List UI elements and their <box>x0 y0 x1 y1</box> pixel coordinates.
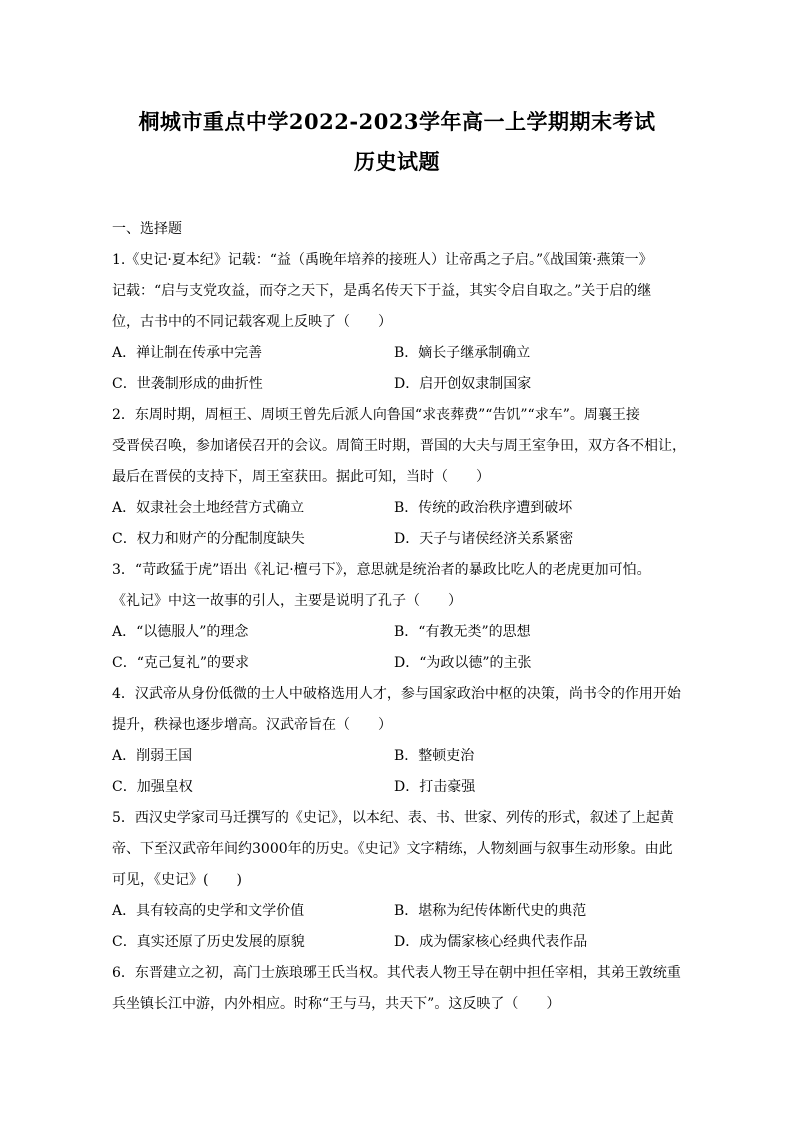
question-5-options-row-2 <box>112 927 688 958</box>
section-heading: 一、选择题 <box>112 221 182 237</box>
question-3-options-row-2 <box>112 648 688 679</box>
question-5-line-2: 帝、下至汉武帝年间约3000年的历史。《史记》文字精练，人物刻画与叙事生动形象。由此 <box>112 841 673 857</box>
option-b: B．堪称为纪传体断代史的典范 <box>394 903 587 919</box>
question-5-line-3: 可见，《史记》( ) <box>112 872 242 888</box>
option-b: B．整顿吏治 <box>394 748 475 764</box>
option-a: A．具有较高的史学和文学价值 <box>112 903 305 919</box>
option-c: C．权力和财产的分配制度缺失 <box>112 531 305 547</box>
question-5-line-1: 5．西汉史学家司马迁撰写的《史记》，以本纪、表、书、世家、列传的形式，叙述了上起黄 <box>112 810 674 826</box>
question-2-options-row-2 <box>112 524 688 555</box>
question-1-options-row-1 <box>112 338 688 369</box>
question-2-options-row-1 <box>112 493 688 524</box>
option-a: A．削弱王国 <box>112 748 193 764</box>
question-2-line-1: 2．东周时期，周桓王、周顷王曾先后派人向鲁国“求丧葬费”“告饥”“求车”。周襄王接 <box>112 407 640 423</box>
option-d: D．天子与诸侯经济关系紧密 <box>394 531 574 547</box>
question-6-line-2: 兵坐镇长江中游，内外相应。时称“王与马，共天下”。这反映了（ ） <box>112 996 561 1012</box>
question-3-line-1: 3．“苛政猛于虎”语出《礼记·檀弓下》，意思就是统治者的暴政比吃人的老虎更加可怕。 <box>112 562 651 578</box>
question-3-line-2: 《礼记》中这一故事的引人，主要是说明了孔子（ ） <box>112 593 462 609</box>
option-b: B．嫡长子继承制确立 <box>394 345 531 361</box>
question-2-line-3: 最后在晋侯的支持下，周王室获田。据此可知，当时（ ） <box>112 469 490 485</box>
question-list <box>112 214 688 1020</box>
question-1-options-row-2 <box>112 369 688 400</box>
option-a: A．“以德服人”的理念 <box>112 624 249 640</box>
question-1-line-1: 1.《史记·夏本纪》记载：“益（禹晚年培养的接班人）让帝禹之子启。”《战国策·燕策一》 <box>112 252 653 268</box>
option-c: C．“克己复礼”的要求 <box>112 655 250 671</box>
question-4-line-2: 提升，秩禄也逐步增高。汉武帝旨在（ ） <box>112 717 392 733</box>
exam-subtitle: 历史试题 <box>354 149 440 174</box>
question-4-options-row-2 <box>112 772 688 803</box>
option-a: A．奴隶社会土地经营方式确立 <box>112 500 305 516</box>
question-1-line-3: 位，古书中的不同记载客观上反映了（ ） <box>112 314 392 330</box>
question-4-options-row-1 <box>112 741 688 772</box>
option-c: C．真实还原了历史发展的原貌 <box>112 934 305 950</box>
option-d: D．打击豪强 <box>394 779 476 795</box>
option-b: B．“有教无类”的思想 <box>394 624 531 640</box>
option-d: D．“为政以德”的主张 <box>394 655 532 671</box>
question-2-line-2: 受晋侯召唤，参加诸侯召开的会议。周简王时期，晋国的大夫与周王室争田，双方各不相让， <box>112 438 686 454</box>
option-b: B．传统的政治秩序遭到破坏 <box>394 500 573 516</box>
question-5-options-row-1 <box>112 896 688 927</box>
option-c: C．加强皇权 <box>112 779 193 795</box>
option-d: D．成为儒家核心经典代表作品 <box>394 934 588 950</box>
option-a: A．禅让制在传承中完善 <box>112 345 263 361</box>
question-4-line-1: 4．汉武帝从身份低微的士人中破格选用人才，参与国家政治中枢的决策，尚书令的作用开始 <box>112 686 681 702</box>
option-d: D．启开创奴隶制国家 <box>394 376 532 392</box>
question-6-line-1: 6．东晋建立之初，高门士族琅琊王氏当权。其代表人物王导在朝中担任宰相，其弟王敦统重 <box>112 965 681 981</box>
option-c: C．世袭制形成的曲折性 <box>112 376 263 392</box>
exam-title: 桐城市重点中学2022-2023学年高一上学期期末考试 <box>138 109 656 134</box>
question-1-line-2: 记载：“启与支党攻益，而夺之天下，是禹名传天下于益，其实令启自取之。”关于启的继 <box>112 283 652 299</box>
question-3-options-row-1 <box>112 617 688 648</box>
